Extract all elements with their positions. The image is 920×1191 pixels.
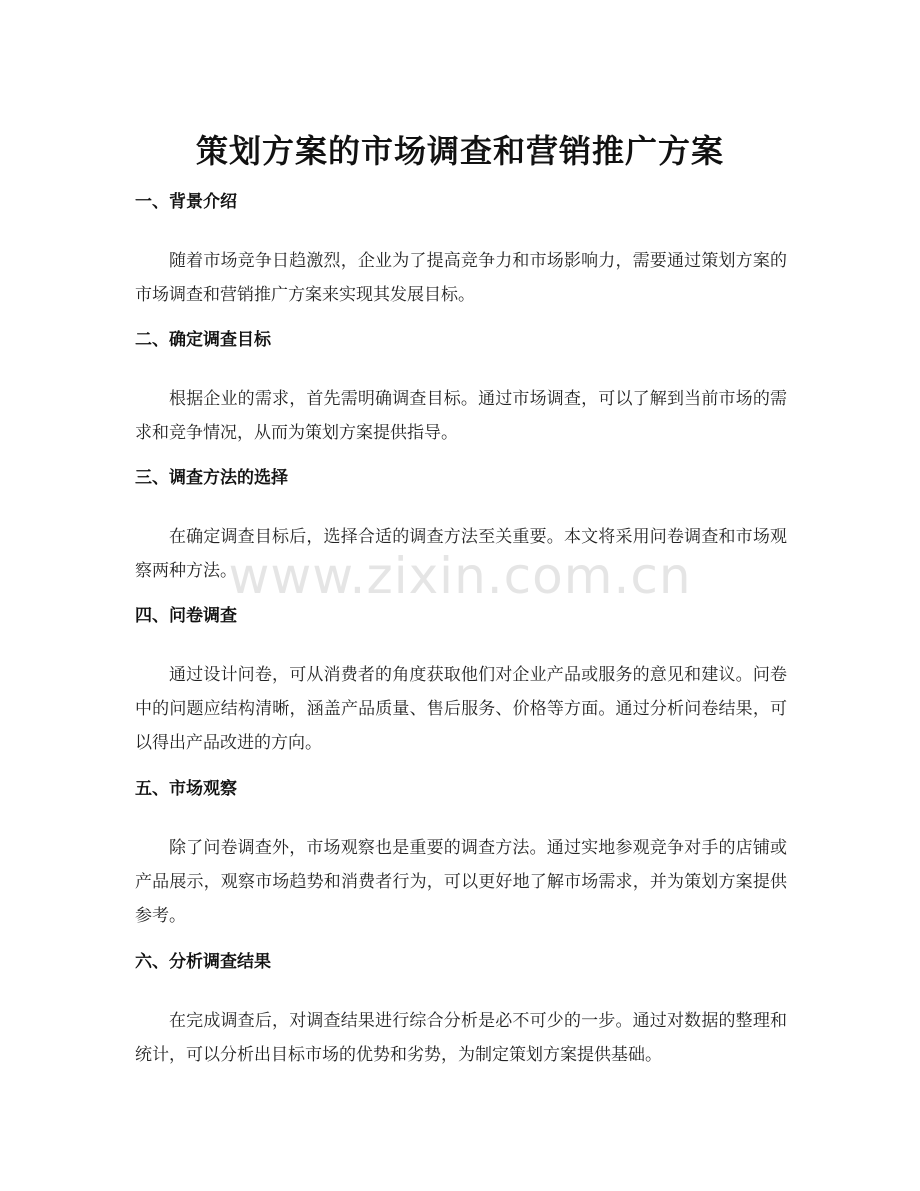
page-title: 策划方案的市场调查和营销推广方案 (195, 132, 724, 171)
section-heading: 四、问卷调查 (135, 606, 237, 626)
section-survey-goal (135, 328, 787, 450)
section-paragraph: 除了问卷调查外，市场观察也是重要的调查方法。通过实地参观竞争对手的店铺或产品展示，观察市场趋势和消费者行为，可以更好地了解市场需求，并为策划方案提供参考。 (135, 838, 787, 926)
section-paragraph: 根据企业的需求，首先需明确调查目标。通过市场调查，可以了解到当前市场的需求和竞争情况，从而为策划方案提供指导。 (135, 389, 787, 443)
watermark: www.zixin.com.cn (228, 547, 692, 605)
section-heading: 三、调查方法的选择 (135, 468, 288, 488)
section-result-analysis (135, 950, 787, 1072)
section-market-observation (135, 777, 787, 933)
section-paragraph: 通过设计问卷，可从消费者的角度获取他们对企业产品或服务的意见和建议。问卷中的问题应结构清晰，涵盖产品质量、售后服务、价格等方面。通过分析问卷结果，可以得出产品改进的方向。 (135, 665, 787, 753)
section-paragraph: 在确定调查目标后，选择合适的调查方法至关重要。本文将采用问卷调查和市场观察两种方法。 (135, 527, 787, 581)
section-background (135, 190, 787, 312)
section-paragraph: 在完成调查后，对调查结果进行综合分析是必不可少的一步。通过对数据的整理和统计，可以分析出目标市场的优势和劣势，为制定策划方案提供基础。 (135, 1011, 787, 1065)
section-heading: 一、背景介绍 (135, 192, 237, 212)
section-method-choice (135, 466, 787, 588)
section-questionnaire (135, 604, 787, 760)
section-heading: 二、确定调查目标 (135, 330, 271, 350)
section-heading: 六、分析调查结果 (135, 952, 271, 972)
section-paragraph: 随着市场竞争日趋激烈，企业为了提高竞争力和市场影响力，需要通过策划方案的市场调查和营销推广方案来实现其发展目标。 (135, 251, 787, 305)
section-heading: 五、市场观察 (135, 779, 237, 799)
